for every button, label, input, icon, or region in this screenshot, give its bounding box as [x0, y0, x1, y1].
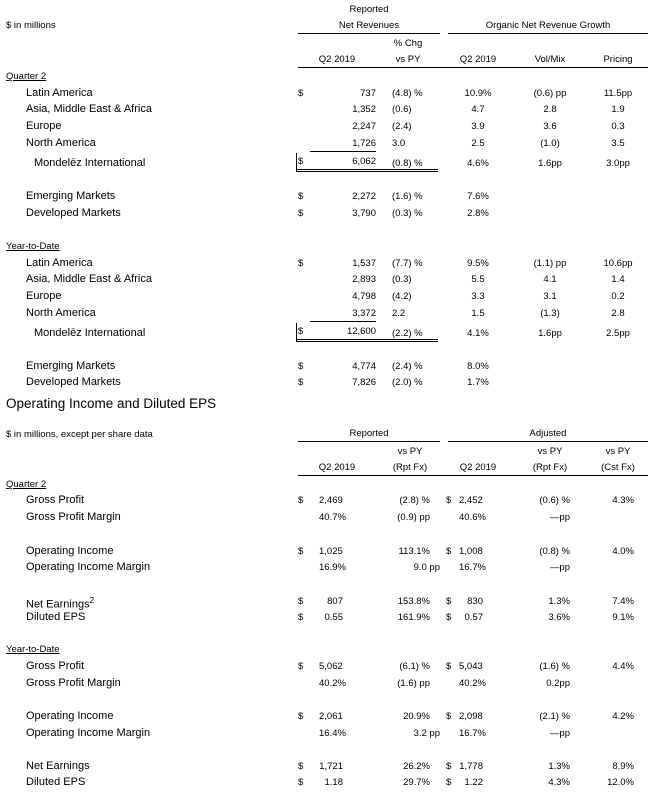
- currency-symbol: $: [446, 495, 452, 506]
- currency-symbol: $: [446, 761, 452, 772]
- organic-growth-value: 1.5: [471, 308, 485, 319]
- volmix-value: 2.8: [543, 104, 557, 115]
- section-label: Year-to-Date: [6, 241, 60, 252]
- reported-change: 9.0 pp: [413, 562, 440, 573]
- revenue-value: 2,247: [352, 121, 376, 132]
- pct-change-value: (7.7) %: [392, 258, 423, 269]
- metric-name: Operating Income Margin: [26, 727, 151, 739]
- revenue-value: 4,774: [352, 361, 376, 372]
- total-revenue-value: 12,600: [346, 326, 376, 337]
- pct-change-value: (0.8) %: [392, 158, 423, 169]
- adjusted-header: Adjusted: [529, 428, 567, 439]
- pricing-value: 3.0pp: [606, 158, 630, 169]
- pricing-value: 10.6pp: [603, 258, 633, 269]
- metric-name: Net Earnings: [26, 760, 90, 772]
- reported-header-rule: [298, 441, 440, 442]
- pct-change-value: (0.3): [392, 274, 412, 285]
- adjusted-change: (0.6) %: [539, 495, 570, 506]
- organic-growth-value: 2.8%: [467, 208, 489, 219]
- region-name: North America: [26, 307, 96, 319]
- adjusted-change: —pp: [549, 562, 570, 573]
- currency-symbol: $: [298, 88, 304, 99]
- adjusted-change: (1.6) %: [539, 661, 570, 672]
- constant-fx-change: 4.0%: [612, 546, 634, 557]
- pricing-value: 2.8: [611, 308, 625, 319]
- constant-fx-change: 9.1%: [612, 612, 634, 623]
- reported-header: Reported: [349, 4, 389, 15]
- adjusted-change: 1.3%: [548, 761, 570, 772]
- constant-fx-change: 8.9%: [612, 761, 634, 772]
- organic-header-rule: [448, 33, 648, 34]
- reported-change: (0.9) pp: [397, 512, 430, 523]
- reported-value: 40.2%: [319, 678, 346, 689]
- income-units-label: $ in millions, except per share data: [6, 429, 153, 440]
- total-revenue-value: 6,062: [352, 156, 376, 167]
- total-name: Mondelēz International: [34, 327, 146, 339]
- currency-symbol: $: [298, 612, 304, 623]
- adjusted-value: 1,008: [459, 546, 483, 557]
- revenue-value: 737: [360, 88, 376, 99]
- reported-change: 3.2 pp: [413, 728, 440, 739]
- adjusted-change: 1.3%: [548, 596, 570, 607]
- pct-change-value: 3.0: [392, 138, 406, 149]
- reported-value: 1,721: [319, 761, 343, 772]
- reported-change: (2.8) %: [399, 495, 430, 506]
- pct-change-value: 2.2: [392, 308, 406, 319]
- organic-growth-value: 3.9: [471, 121, 485, 132]
- total-double-rule: [296, 339, 438, 342]
- pct-change-value: (4.2): [392, 291, 412, 302]
- reported-value: 2,469: [319, 495, 343, 506]
- reported-change: 20.9%: [403, 711, 430, 722]
- market-name: Developed Markets: [26, 376, 121, 388]
- revenue-value: 1,352: [352, 104, 376, 115]
- currency-symbol: $: [298, 377, 304, 388]
- volmix-value: (1.1) pp: [533, 258, 567, 269]
- currency-symbol: $: [298, 596, 304, 607]
- revenue-units-label: $ in millions: [6, 20, 56, 31]
- metric-name: Gross Profit: [26, 660, 85, 672]
- currency-symbol: $: [446, 596, 452, 607]
- pricing-value: 0.2: [611, 291, 625, 302]
- reported-header: Reported: [349, 428, 389, 439]
- col-vspy-header: vs PY: [395, 54, 421, 65]
- revenue-header-rule: [298, 67, 648, 68]
- col-q2-header: Q2 2019: [318, 462, 356, 473]
- adjusted-value: 40.6%: [459, 512, 486, 523]
- adjusted-value: 5,043: [459, 661, 483, 672]
- adjusted-change: (0.8) %: [539, 546, 570, 557]
- constant-fx-change: 7.4%: [612, 596, 634, 607]
- col-q2-header: Q2 2019: [318, 54, 356, 65]
- section-label: Year-to-Date: [6, 644, 60, 655]
- region-name: Asia, Middle East & Africa: [26, 103, 152, 115]
- revenue-value: 1,537: [352, 258, 376, 269]
- adjusted-value: 40.2%: [459, 678, 486, 689]
- section-label: Quarter 2: [6, 479, 47, 490]
- pct-change-value: (2.2) %: [392, 328, 423, 339]
- adjusted-value: 2,452: [459, 495, 483, 506]
- reported-value: 16.9%: [319, 562, 346, 573]
- market-name: Emerging Markets: [26, 190, 116, 202]
- adjusted-change: —pp: [549, 728, 570, 739]
- reported-change: 153.8%: [397, 596, 430, 607]
- reported-value: 0.55: [324, 612, 343, 623]
- market-name: Emerging Markets: [26, 360, 116, 372]
- region-name: Latin America: [26, 257, 93, 269]
- adjusted-value: 1,778: [459, 761, 483, 772]
- reported-change: 161.9%: [397, 612, 430, 623]
- pct-change-value: (2.4) %: [392, 361, 423, 372]
- currency-symbol: $: [298, 156, 304, 167]
- organic-growth-value: 3.3: [471, 291, 485, 302]
- currency-symbol: $: [298, 361, 304, 372]
- metric-name: Diluted EPS: [26, 611, 86, 623]
- currency-symbol: $: [298, 208, 304, 219]
- volmix-value: (1.3): [540, 308, 560, 319]
- organic-growth-value: 4.7: [471, 104, 485, 115]
- pct-change-value: (0.3) %: [392, 208, 423, 219]
- pct-change-value: (2.4): [392, 121, 412, 132]
- metric-name: Operating Income: [26, 710, 114, 722]
- col-vspy-header: vs PY: [605, 446, 631, 457]
- volmix-value: 3.1: [543, 291, 557, 302]
- section-label: Quarter 2: [6, 71, 47, 82]
- revenue-value: 4,798: [352, 291, 376, 302]
- constant-fx-change: 12.0%: [607, 777, 634, 788]
- constant-fx-change: 4.3%: [612, 495, 634, 506]
- pricing-value: 11.5pp: [603, 88, 633, 99]
- volmix-value: 4.1: [543, 274, 557, 285]
- pricing-value: 1.4: [611, 274, 625, 285]
- metric-name: [26, 594, 94, 612]
- reported-value: 5,062: [319, 661, 343, 672]
- constant-fx-change: 4.2%: [612, 711, 634, 722]
- adjusted-change: 0.2pp: [546, 678, 570, 689]
- income-header-rule: [298, 475, 648, 476]
- reported-change: (1.6) pp: [397, 678, 430, 689]
- region-name: Europe: [26, 290, 62, 302]
- col-q2b-header: Q2 2019: [459, 54, 497, 65]
- col-pricing-header: Pricing: [603, 54, 633, 65]
- organic-growth-value: 9.5%: [467, 258, 489, 269]
- metric-name-text: Net Earnings: [26, 598, 90, 611]
- constant-fx-change: 4.4%: [612, 661, 634, 672]
- total-name: Mondelēz International: [34, 157, 146, 169]
- revenue-value: 2,893: [352, 274, 376, 285]
- region-name: North America: [26, 137, 96, 149]
- organic-growth-value: 4.6%: [467, 158, 489, 169]
- currency-symbol: $: [298, 661, 304, 672]
- pricing-value: 2.5pp: [606, 328, 630, 339]
- section-title: Operating Income and Diluted EPS: [6, 396, 217, 411]
- reported-change: 26.2%: [403, 761, 430, 772]
- volmix-value: (1.0): [540, 138, 560, 149]
- metric-name: Gross Profit Margin: [26, 677, 121, 689]
- market-name: Developed Markets: [26, 207, 121, 219]
- organic-growth-value: 5.5: [471, 274, 485, 285]
- metric-name: Gross Profit: [26, 494, 85, 506]
- col-volmix-header: Vol/Mix: [534, 54, 566, 65]
- metric-name: Diluted EPS: [26, 776, 86, 788]
- region-name: Asia, Middle East & Africa: [26, 273, 152, 285]
- col-rptfx-header: (Rpt Fx): [532, 462, 568, 473]
- currency-symbol: $: [298, 258, 304, 269]
- volmix-value: 3.6: [543, 121, 557, 132]
- col-vspy-header: vs PY: [537, 446, 563, 457]
- adjusted-change: 4.3%: [548, 777, 570, 788]
- currency-symbol: $: [446, 546, 452, 557]
- revenue-value: 2,272: [352, 191, 376, 202]
- reported-change: 29.7%: [403, 777, 430, 788]
- reported-header-rule: [298, 33, 440, 34]
- revenue-value: 3,372: [352, 308, 376, 319]
- metric-name: Operating Income Margin: [26, 561, 151, 573]
- organic-growth-header: Organic Net Revenue Growth: [485, 20, 611, 31]
- organic-growth-value: 1.7%: [467, 377, 489, 388]
- reported-value: 1.18: [324, 777, 343, 788]
- organic-growth-value: 10.9%: [464, 88, 492, 99]
- organic-growth-value: 7.6%: [467, 191, 489, 202]
- metric-name: Gross Profit Margin: [26, 511, 121, 523]
- revenue-value: 7,826: [352, 377, 376, 388]
- footnote-marker: 2: [89, 596, 95, 605]
- currency-symbol: $: [298, 191, 304, 202]
- pricing-value: 3.5: [611, 138, 625, 149]
- adjusted-change: —pp: [549, 512, 570, 523]
- subtotal-rule: [310, 151, 376, 152]
- adjusted-value: 830: [467, 596, 483, 607]
- currency-symbol: $: [298, 546, 304, 557]
- currency-symbol: $: [298, 777, 304, 788]
- adjusted-header-rule: [448, 441, 648, 442]
- revenue-value: 3,790: [352, 208, 376, 219]
- pct-change-value: (0.6): [392, 104, 412, 115]
- organic-growth-value: 4.1%: [467, 328, 489, 339]
- region-name: Europe: [26, 120, 62, 132]
- total-double-rule: [296, 169, 438, 172]
- adjusted-value: 16.7%: [459, 562, 486, 573]
- pricing-value: 1.9: [611, 104, 625, 115]
- col-rptfx-header: (Rpt Fx): [392, 462, 428, 473]
- reported-value: 807: [327, 596, 343, 607]
- pct-change-value: (1.6) %: [392, 191, 423, 202]
- col-cstfx-header: (Cst Fx): [601, 462, 635, 473]
- pricing-value: 0.3: [611, 121, 625, 132]
- organic-growth-value: 8.0%: [467, 361, 489, 372]
- currency-symbol: $: [446, 612, 452, 623]
- col-vspy-header: vs PY: [397, 446, 423, 457]
- revenue-value: 1,726: [352, 138, 376, 149]
- currency-symbol: $: [298, 495, 304, 506]
- currency-symbol: $: [298, 761, 304, 772]
- reported-value: 1,025: [319, 546, 343, 557]
- volmix-value: (0.6) pp: [533, 88, 567, 99]
- metric-name: Operating Income: [26, 545, 114, 557]
- currency-symbol: $: [446, 777, 452, 788]
- currency-symbol: $: [446, 661, 452, 672]
- reported-change: (6.1) %: [399, 661, 430, 672]
- currency-symbol: $: [446, 711, 452, 722]
- currency-symbol: $: [298, 326, 304, 337]
- adjusted-value: 16.7%: [459, 728, 486, 739]
- adjusted-value: 1.22: [464, 777, 483, 788]
- pct-change-value: (4.8) %: [392, 88, 423, 99]
- region-name: Latin America: [26, 87, 93, 99]
- organic-growth-value: 2.5: [471, 138, 485, 149]
- reported-change: 113.1%: [398, 546, 430, 557]
- reported-value: 16.4%: [319, 728, 346, 739]
- currency-symbol: $: [298, 711, 304, 722]
- subtotal-rule: [310, 321, 376, 322]
- volmix-value: 1.6pp: [538, 158, 562, 169]
- adjusted-change: 3.6%: [548, 612, 570, 623]
- reported-value: 2,061: [319, 711, 343, 722]
- adjusted-value: 0.57: [464, 612, 483, 623]
- adjusted-value: 2,098: [459, 711, 483, 722]
- volmix-value: 1.6pp: [538, 328, 562, 339]
- col-q2b-header: Q2 2019: [459, 462, 497, 473]
- col-chg-header: % Chg: [393, 38, 423, 49]
- pct-change-value: (2.0) %: [392, 377, 423, 388]
- reported-value: 40.7%: [319, 512, 346, 523]
- net-revenues-header: Net Revenues: [338, 20, 400, 31]
- adjusted-change: (2.1) %: [539, 711, 570, 722]
